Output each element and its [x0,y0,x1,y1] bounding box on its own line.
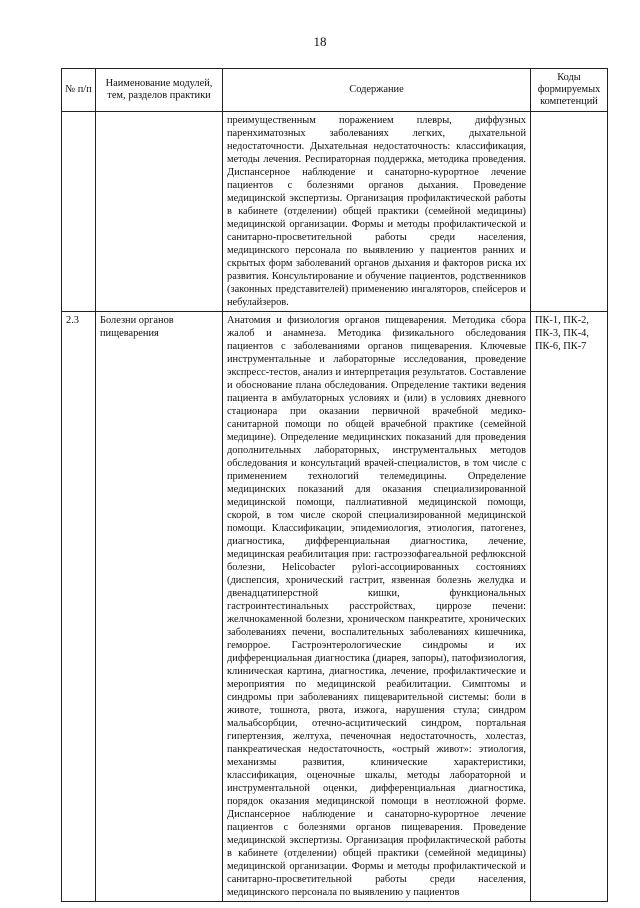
table-header-row [62,69,608,112]
table-row [62,112,608,312]
row-codes [531,112,608,312]
row-num: 2.3 [62,312,96,902]
header-num: № п/п [62,69,96,112]
row-content: преимущественным поражением плевры, диффузных паренхиматозных заболеваниях легких, дыхательной недостаточности. Дыхательная недостаточность: классификация, методы лечения. Респираторная поддержка, методика проведения. Диспансерное наблюдение и санаторно-курортное лечение пациентов с болезнями органов дыхания. Проведение медицинской экспертизы. Организация профилактической работы в кабинете (отделении) общей практики (семейной медицины) медицинской организации. Формы и методы профилактической и санитарно-просветительной работы среди населения, медицинского персонала по выявлению у пациентов ранних и скрытых форм заболеваний органов дыхания и факторов риска их развития. Консультирование и обучение пациентов, родственников (законных представителей) применению ингаляторов, спейсеров и небулайзеров. [223,112,531,312]
curriculum-table [61,68,608,902]
table-row [62,312,608,902]
row-content: Анатомия и физиология органов пищеварения. Методика сбора жалоб и анамнеза. Методика физикального обследования пациентов с заболеваниями органов пищеварения. Ключевые инструментальные и лабораторные исследования, проведение экспресс-тестов, анализ и интерпретация результатов. Составление и обоснование плана обследования. Определение тактики ведения пациента в амбулаторных условиях и (или) в условиях дневного стационара при оказании первичной врачебной медико-санитарной помощи по общей врачебной практике (семейной медицине). Определение медицинских показаний для проведения дополнительных лабораторных, инструментальных методов обследования и консультаций врачей-специалистов, в том числе с применением технологий телемедицины. Определение медицинских показаний для оказания специализированной медицинской помощи, паллиативной медицинской помощи, скорой, в том числе скорой специализированной медицинской помощи. Классификации, эпидемиология, этиология, патогенез, диагностика, дифференциальная диагностика, лечение, медицинская реабилитация при: гастроэзофагеальной рефлюксной болезни, Helicobacter pylori-ассоциированных состояниях (диспепсия, хронический гастрит, язвенная болезнь желудка и двенадцатиперстной кишки, функциональных гастроинтестинальных расстройствах, циррозе печени: желчнокаменной болезни, хроническом панкреатите, хронических заболеваниях печени, воспалительных заболеваниях кишечника, геморрое. Гастроэнтерологические синдромы и их дифференциальная диагностика (диарея, запоры), патофизиология, клиническая картина, диагностика, лечение, профилактические и мероприятия по медицинской реабилитации. Симптомы и синдромы при заболеваниях пищеварительной системы: боли в животе, тошнота, рвота, изжога, нарушения стула; синдром мальабсорбции, отечно-асцитический синдром, портальная гипертензия, желтуха, печеночная недостаточность, холестаз, панкреатическая недостаточность, «острый живот»: этиология, механизмы развития, клинические характеристики, классификация, оценочные шкалы, методы лабораторной и инструментальной оценки, дифференциальная диагностика, порядок оказания медицинской помощи в неотложной форме. Диспансерное наблюдение и санаторно-курортное лечение пациентов с болезнями органов пищеварения. Проведение медицинской экспертизы. Организация профилактической работы в кабинете (отделении) общей практики (семейной медицины) медицинской организации. Формы и методы профилактической и санитарно-просветительной работы среди населения, медицинского персонала по выявлению у пациентов [223,312,531,902]
row-num [62,112,96,312]
page-number: 18 [313,34,327,49]
row-codes: ПК-1, ПК-2, ПК-3, ПК-4, ПК-6, ПК-7 [531,312,608,902]
header-codes: Коды формируемых компетенций [531,69,608,112]
header-name: Наименование модулей, тем, разделов практики [96,69,223,112]
row-name: Болезни органов пищеварения [96,312,223,902]
row-name [96,112,223,312]
header-content: Содержание [223,69,531,112]
